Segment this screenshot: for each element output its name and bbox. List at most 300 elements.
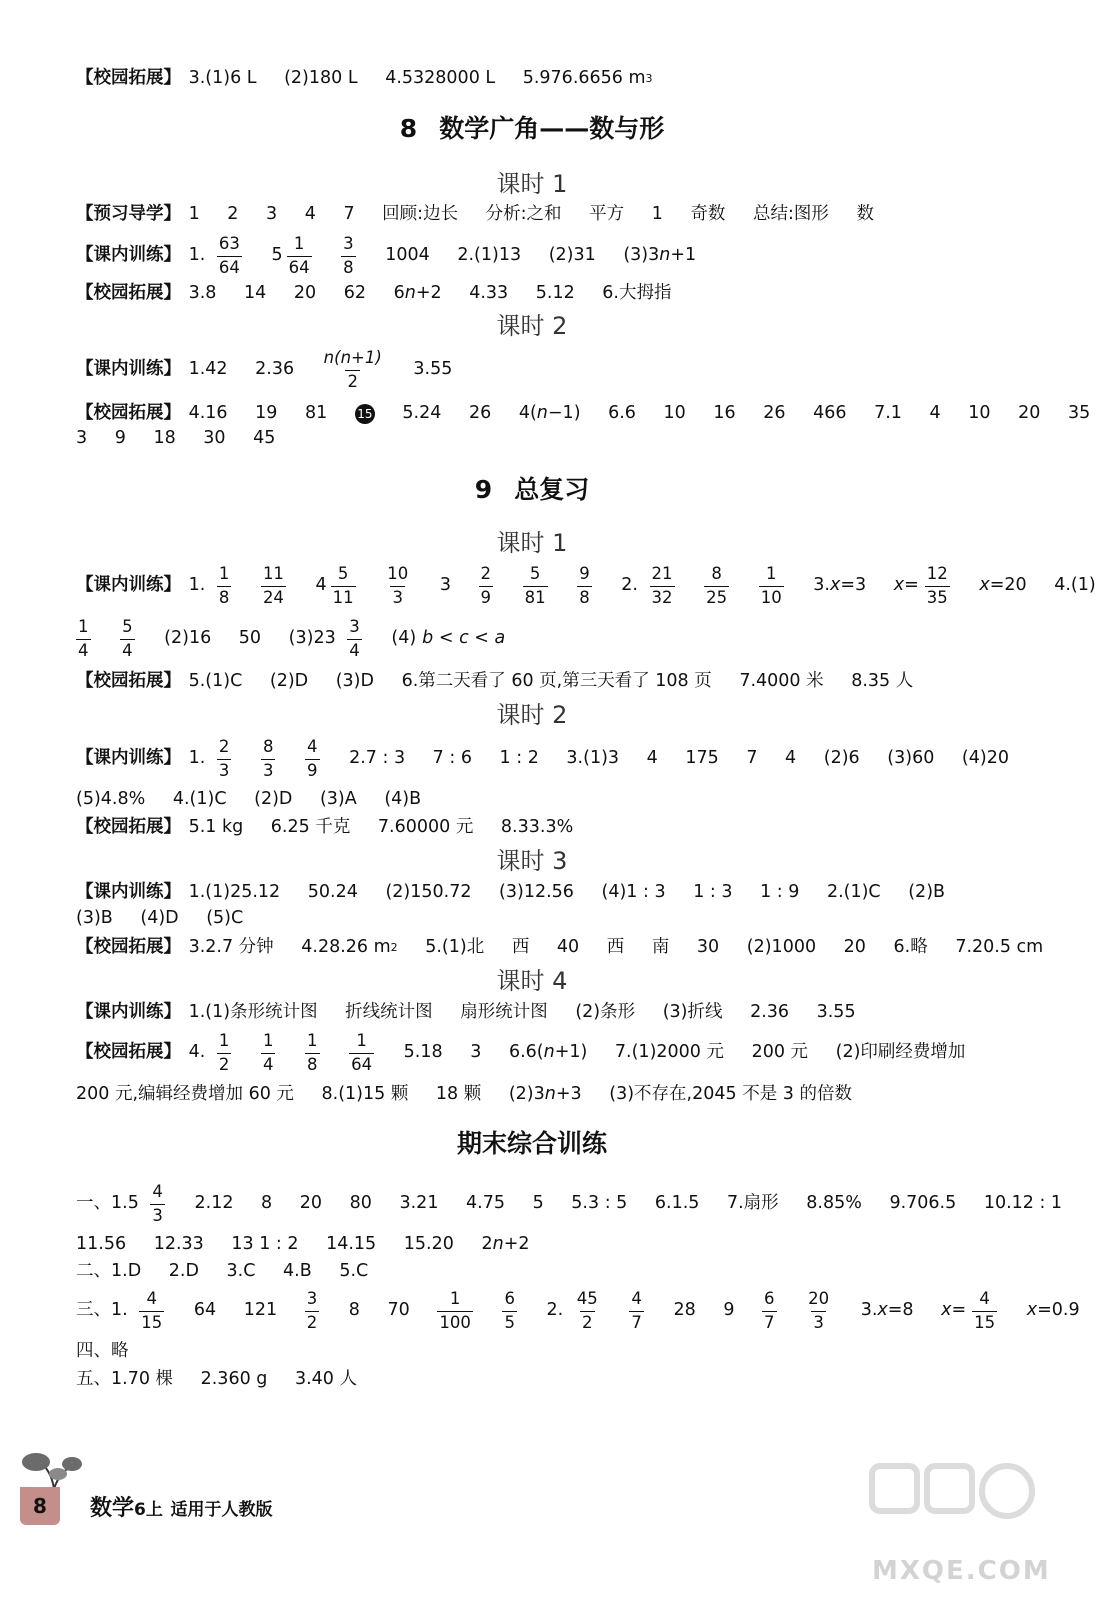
answer-line	[76, 673, 935, 691]
section-label: 【课内训练】	[76, 1002, 181, 1022]
answer: +2	[415, 283, 442, 303]
answer: 回顾:边长	[382, 204, 459, 224]
numerator: 1	[293, 234, 305, 253]
answer: 1.(1)25.12	[188, 882, 281, 902]
answer: +1	[670, 245, 697, 266]
variable: n	[536, 403, 548, 424]
fraction	[217, 236, 242, 276]
fraction	[305, 1291, 320, 1331]
answer-line	[76, 1291, 1102, 1331]
answer: 3.	[813, 575, 830, 596]
answer: 4	[304, 204, 316, 224]
lesson-title: 课时 1	[496, 529, 568, 557]
section-label: 【课内训练】	[76, 245, 181, 266]
numerator: 4	[979, 1289, 990, 1308]
answer: 5.976.6656 m	[522, 68, 646, 88]
fraction	[762, 1291, 777, 1331]
answer: 30	[203, 428, 226, 448]
numerator: 8	[711, 564, 722, 583]
answer-line	[76, 430, 297, 448]
section-label: 【校园拓展】	[76, 283, 181, 303]
fraction	[76, 619, 91, 659]
answer: 7	[343, 204, 355, 224]
section-label: 【预习导学】	[76, 204, 181, 224]
answer: 200 元	[751, 1042, 809, 1063]
denominator: 4	[78, 640, 89, 660]
answer: 6.略	[893, 937, 928, 957]
answer: 8	[261, 1193, 273, 1214]
answer-line	[76, 236, 718, 276]
answer-line	[76, 1004, 878, 1022]
answer: 1 : 9	[760, 882, 800, 902]
answer-line	[76, 1086, 874, 1104]
answer: 7.20.5 cm	[955, 937, 1044, 957]
numerator: 6	[504, 1289, 515, 1308]
answer-line	[76, 619, 527, 659]
answer: (2)1000	[746, 937, 817, 957]
answer: 3	[470, 1042, 482, 1063]
answer-line	[76, 791, 443, 809]
denominator: 35	[926, 587, 948, 607]
answer-line	[76, 1343, 151, 1361]
denominator: 3	[813, 1312, 824, 1332]
answer: 10	[968, 403, 991, 424]
edition: 适用于人教版	[170, 1500, 273, 1520]
answer: =0.9	[1037, 1300, 1080, 1321]
answer: 3.(1)3	[566, 748, 620, 769]
fraction	[217, 1033, 232, 1073]
answer: 1.	[188, 748, 206, 769]
section-title: 数学广角——数与形	[439, 114, 665, 143]
answer: (5)C	[206, 908, 244, 928]
answer: (3)3	[623, 245, 660, 266]
denominator: 3	[152, 1205, 163, 1225]
answer: (3)B	[76, 908, 113, 928]
numerator: 1	[78, 617, 89, 636]
fraction	[806, 1291, 831, 1331]
answer: 1.42	[188, 359, 228, 380]
superscript: 3	[645, 72, 653, 86]
denominator: 81	[524, 587, 546, 607]
answer: 2	[227, 204, 239, 224]
answer-line	[76, 739, 1031, 779]
answer: 3	[76, 428, 88, 448]
answer: 121	[243, 1300, 278, 1321]
numerator: 5	[337, 564, 349, 583]
numerator: 2	[218, 737, 230, 756]
answer: 折线统计图	[345, 1002, 433, 1022]
fraction	[150, 1184, 165, 1224]
section-label: 【校园拓展】	[76, 403, 181, 424]
fraction	[437, 1291, 473, 1331]
answer: 14.15	[326, 1234, 377, 1254]
answer: 30	[696, 937, 720, 957]
denominator: 9	[480, 587, 492, 607]
answer: (5)4.8%	[76, 789, 146, 809]
denominator: 11	[332, 587, 354, 607]
section-label: 【校园拓展】	[76, 817, 181, 837]
numerator: 12	[926, 564, 948, 583]
answer: (2)D	[269, 671, 309, 691]
answer: (4)	[391, 628, 417, 649]
answer: 64	[193, 1300, 217, 1321]
answer: 平方	[589, 204, 625, 224]
answer: 1	[188, 204, 200, 224]
answer: 4.16	[188, 403, 228, 424]
footer-title	[90, 1491, 273, 1522]
section-label: 【校园拓展】	[76, 68, 181, 88]
answer: 81	[304, 403, 328, 424]
answer: 4.	[188, 1042, 206, 1063]
fraction	[972, 1291, 997, 1331]
answer: (3)60	[887, 748, 935, 769]
answer: +3	[555, 1084, 582, 1104]
denominator: 25	[706, 587, 728, 607]
numerator: 3	[306, 1289, 318, 1308]
answer: =	[951, 1300, 967, 1321]
answer: 15.20	[403, 1234, 454, 1254]
answer: 2.36	[255, 359, 295, 380]
fraction	[479, 566, 494, 606]
numerator: 1	[765, 564, 777, 583]
whole: 4	[315, 575, 327, 596]
watermark-text: MXQE.COM	[872, 1556, 1051, 1586]
answer: +1)	[554, 1042, 588, 1063]
answer: 1.	[188, 575, 206, 596]
answer: 7	[746, 748, 758, 769]
variable: n	[492, 1234, 504, 1254]
answer: 20	[1018, 403, 1041, 424]
denominator: 64	[288, 257, 310, 277]
answer: 2.36	[750, 1002, 790, 1022]
answer: 20	[293, 283, 317, 303]
answer: 3.	[860, 1300, 878, 1321]
answer: 45	[253, 428, 276, 448]
answer: 200 元,编辑经费增加 60 元	[76, 1084, 294, 1104]
answer: 13 1 : 2	[231, 1234, 299, 1254]
answer: 3.21	[399, 1193, 439, 1214]
answer-line	[76, 939, 1065, 957]
answer: 1.(1)条形统计图	[188, 1002, 318, 1022]
whole: 5	[271, 245, 283, 266]
answer: 2.D	[168, 1261, 199, 1281]
answer-line	[76, 206, 896, 224]
answer: 40	[556, 937, 580, 957]
answer: 5.3 : 5	[571, 1193, 628, 1214]
denominator: 3	[392, 587, 403, 607]
numerator: 8	[262, 737, 274, 756]
answer: 2.(1)13	[457, 245, 522, 266]
numerator: 2	[480, 564, 492, 583]
variable: n	[543, 1042, 555, 1063]
section-heading: 期末综合训练	[456, 1129, 607, 1158]
denominator: 3	[262, 760, 274, 780]
watermark-logo	[862, 1456, 1051, 1596]
answer: 2.	[546, 1300, 564, 1321]
answer: (2)31	[548, 245, 596, 266]
variable: n	[404, 283, 416, 303]
answer-line	[76, 70, 653, 88]
answer: 6.6(	[508, 1042, 544, 1063]
answer: 62	[343, 283, 366, 303]
answer: 奇数	[690, 204, 726, 224]
denominator: 8	[343, 257, 354, 277]
answer: =3	[840, 575, 867, 596]
answer: 6.1.5	[654, 1193, 700, 1214]
answer: 1.	[188, 245, 206, 266]
answer: 5.24	[402, 403, 442, 424]
variable: x	[893, 575, 905, 596]
fraction	[261, 739, 276, 779]
section-label: 【课内训练】	[76, 359, 181, 380]
numerator: 3	[343, 234, 354, 253]
answer: 2	[481, 1234, 493, 1254]
answer: −1)	[547, 403, 581, 424]
answer: 4(	[518, 403, 537, 424]
answer: 18	[153, 428, 176, 448]
variable: x	[877, 1300, 888, 1321]
numerator: n(n+1)	[323, 348, 382, 367]
section-label: 【课内训练】	[76, 882, 181, 902]
answer: 9	[723, 1300, 735, 1321]
inequality: b < c < a	[422, 628, 506, 649]
answer: 7 : 6	[432, 748, 472, 769]
section-label: 【课内训练】	[76, 575, 181, 596]
numerator: 1	[262, 1031, 274, 1050]
circled-number: 15	[355, 404, 375, 424]
answer: 4.B	[283, 1261, 312, 1281]
answer: 8.35 人	[851, 671, 914, 691]
denominator: 24	[262, 587, 284, 607]
fraction	[385, 566, 410, 606]
section-number: 8	[399, 114, 418, 143]
answer: 6	[393, 283, 405, 303]
lesson-title: 课时 1	[496, 170, 568, 198]
answer: (4)1 : 3	[601, 882, 666, 902]
denominator: 8	[579, 587, 590, 607]
numerator: 5	[122, 617, 133, 636]
numerator: 10	[387, 564, 409, 583]
numerator: 4	[631, 1289, 642, 1308]
answer: 5.18	[403, 1042, 443, 1063]
section-number: 9	[474, 475, 493, 504]
answer: 70	[387, 1300, 410, 1321]
answer: 4	[929, 403, 941, 424]
fraction	[341, 236, 356, 276]
denominator: 15	[141, 1312, 163, 1332]
answer: 3.55	[413, 359, 453, 380]
fraction	[217, 566, 232, 606]
denominator: 64	[218, 257, 240, 277]
answer: 5.1 kg	[188, 817, 244, 837]
lesson-title: 课时 2	[496, 312, 568, 340]
fraction	[305, 739, 320, 779]
answer: (2)3	[508, 1084, 545, 1104]
denominator: 15	[974, 1312, 996, 1332]
answer: 35	[1067, 403, 1091, 424]
fraction	[322, 350, 384, 390]
answer: 三、1.	[76, 1300, 128, 1321]
numerator: 4	[152, 1182, 163, 1201]
answer: 1004	[385, 245, 430, 266]
fraction	[577, 566, 592, 606]
answer: 西	[606, 937, 625, 957]
answer: 4	[785, 748, 797, 769]
answer: 11.56	[76, 1234, 127, 1254]
answer: 80	[349, 1193, 372, 1214]
answer: 总结:图形	[753, 204, 829, 224]
answer: 466	[813, 403, 847, 424]
answer-line	[76, 1184, 1084, 1224]
page-number-pot	[20, 1487, 60, 1525]
fraction	[925, 566, 950, 606]
answer: 分析:之和	[485, 204, 562, 224]
answer: 50.24	[307, 882, 358, 902]
numerator: 4	[146, 1289, 158, 1308]
superscript: 2	[390, 941, 398, 955]
answer-line	[76, 1033, 987, 1073]
answer: (2)16	[164, 628, 212, 649]
denominator: 4	[262, 1054, 274, 1074]
numerator: 45	[576, 1289, 598, 1308]
answer: =	[904, 575, 919, 596]
answer: 7.(1)2000 元	[614, 1042, 724, 1063]
variable: n	[544, 1084, 556, 1104]
answer: (3)23	[288, 628, 336, 649]
answer: (4)D	[140, 908, 179, 928]
answer: 4.(1)	[1054, 575, 1096, 596]
denominator: 32	[651, 587, 673, 607]
answer: (4)20	[961, 748, 1009, 769]
mixed-number	[316, 566, 356, 606]
fraction	[139, 1291, 164, 1331]
answer-line	[76, 1371, 379, 1389]
numerator: 21	[651, 564, 673, 583]
answer: 4.33	[469, 283, 509, 303]
section-label: 【校园拓展】	[76, 671, 181, 691]
answer: 8.(1)15 颗	[321, 1084, 409, 1104]
answer: 2.7 : 3	[349, 748, 406, 769]
numerator: 11	[262, 564, 284, 583]
answer: 2.360 g	[200, 1369, 268, 1389]
subject: 数学	[90, 1496, 135, 1521]
answer: 3.40 人	[294, 1369, 357, 1389]
answer: 8.33.3%	[500, 817, 574, 837]
answer-line	[76, 404, 1112, 424]
answer: 南	[651, 937, 670, 957]
answer: 18 颗	[435, 1084, 482, 1104]
answer: =8	[887, 1300, 914, 1321]
answer: (3)不存在,2045 不是 3 的倍数	[609, 1084, 852, 1104]
denominator: 64	[351, 1054, 373, 1074]
answer: +2	[503, 1234, 530, 1254]
answer: 4	[646, 748, 658, 769]
section-label: 【校园拓展】	[76, 937, 181, 957]
answer: (3)折线	[662, 1002, 723, 1022]
fraction	[575, 1291, 600, 1331]
answer-line	[76, 1263, 390, 1281]
answer: 1	[651, 204, 663, 224]
answer: (2)条形	[575, 1002, 636, 1022]
answer: 一、1.5	[76, 1193, 139, 1214]
lesson-title: 课时 2	[496, 701, 568, 729]
denominator: 7	[631, 1312, 642, 1332]
grade: 6上	[134, 1500, 163, 1520]
answer-line	[76, 566, 1118, 606]
answer-line	[76, 350, 474, 390]
denominator: 8	[218, 587, 230, 607]
answer: (3)A	[319, 789, 357, 809]
section-label: 【校园拓展】	[76, 1042, 181, 1063]
numerator: 20	[808, 1289, 830, 1308]
answer: 6.大拇指	[602, 283, 672, 303]
denominator: 8	[307, 1054, 318, 1074]
answer: (2)180 L	[284, 68, 358, 88]
answer: 28	[673, 1300, 696, 1321]
denominator: 4	[349, 640, 360, 660]
answer: 2.	[621, 575, 638, 596]
page-number: 8	[33, 1494, 47, 1518]
answer-line	[76, 884, 967, 902]
answer: 7.4000 米	[739, 671, 824, 691]
watermark-icon	[862, 1456, 1042, 1556]
lesson-title: 课时 4	[496, 967, 568, 995]
answer: 50	[238, 628, 262, 649]
fraction	[217, 739, 232, 779]
lesson-title: 课时 3	[496, 847, 568, 875]
section-heading	[0, 116, 1064, 141]
answer: 26	[468, 403, 492, 424]
answer: 9.706.5	[889, 1193, 957, 1214]
answer: 7.60000 元	[377, 817, 474, 837]
answer: 10	[663, 403, 686, 424]
answer: 8.85%	[806, 1193, 862, 1214]
answer: 20	[299, 1193, 323, 1214]
answer: 6.25 千克	[270, 817, 351, 837]
answer: 6.6	[608, 403, 636, 424]
numerator: 63	[218, 234, 240, 253]
answer: 2.12	[194, 1193, 234, 1214]
numerator: 1	[307, 1031, 318, 1050]
answer: (4)B	[384, 789, 422, 809]
answer: 175	[685, 748, 719, 769]
numerator: 1	[218, 564, 230, 583]
answer: (2)B	[908, 882, 946, 902]
answer: 3.C	[226, 1261, 256, 1281]
answer: 1 : 3	[693, 882, 733, 902]
answer: 20	[843, 937, 866, 957]
answer: 5.C	[339, 1261, 369, 1281]
fraction	[523, 566, 548, 606]
answer: 7.1	[874, 403, 902, 424]
answer-line	[76, 910, 265, 928]
answer: 5.12	[535, 283, 575, 303]
answer: 14	[244, 283, 267, 303]
answer: (2)印刷经费增加	[835, 1042, 966, 1063]
answer: 4.28.26 m	[301, 937, 391, 957]
answer: 2.(1)C	[826, 882, 881, 902]
fraction	[261, 1033, 276, 1073]
variable: x	[1026, 1300, 1038, 1321]
numerator: 6	[764, 1289, 775, 1308]
answer: 5.(1)北	[425, 937, 485, 957]
answer: 5	[532, 1193, 544, 1214]
numerator: 1	[356, 1031, 367, 1050]
denominator: 9	[307, 760, 318, 780]
answer: 3	[439, 575, 451, 596]
answer: (3)12.56	[499, 882, 574, 902]
fraction	[305, 1033, 320, 1073]
